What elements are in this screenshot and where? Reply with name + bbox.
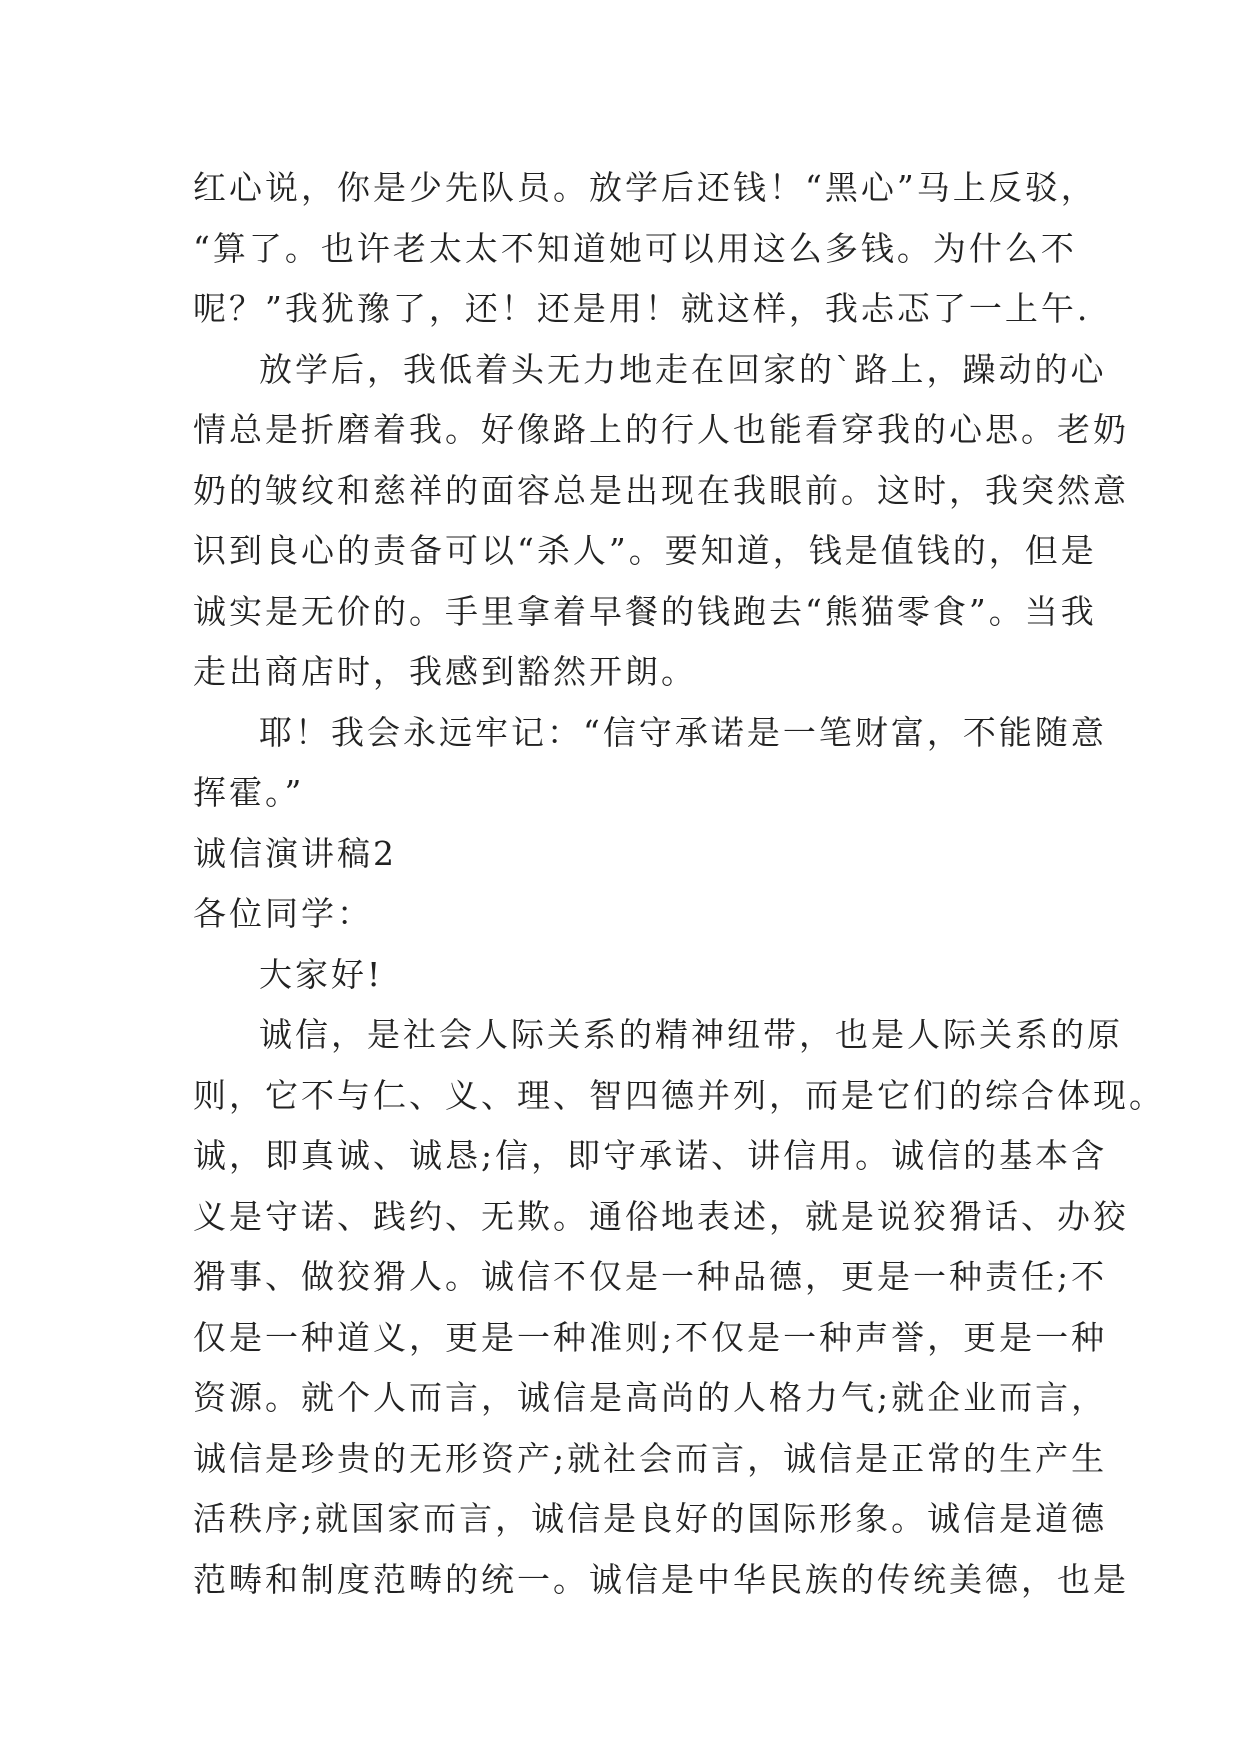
text-line: 诚实是无价的。手里拿着早餐的钱跑去“熊猫零食”。当我: [193, 591, 1097, 631]
text-line: 猾事、做狡猾人。诚信不仅是一种品德，更是一种责任;不: [193, 1257, 1108, 1296]
document-body: [193, 158, 1165, 1610]
text-line: 呢？”我犹豫了，还！还是用！就这样，我忐忑了一上午.: [193, 289, 1091, 328]
text-line: 识到良心的责备可以“杀人”。要知道，钱是值钱的，但是: [193, 531, 1097, 570]
text-line: 义是守诺、践约、无欺。通俗地表述，就是说狡猾话、办狡: [193, 1196, 1129, 1236]
text-line: 大家好!: [259, 954, 384, 994]
text-line: 仅是一种道义，更是一种准则;不仅是一种声誉，更是一种: [193, 1317, 1108, 1357]
text-line: 诚信，是社会人际关系的精神纽带，也是人际关系的原: [259, 1015, 1123, 1054]
text-line: 活秩序;就国家而言，诚信是良好的国际形象。诚信是道德: [193, 1499, 1108, 1538]
text-line: 走出商店时，我感到豁然开朗。: [193, 652, 697, 691]
text-line: 奶的皱纹和慈祥的面容总是出现在我眼前。这时，我突然意: [193, 470, 1129, 510]
text-line: 则，它不与仁、义、理、智四德并列，而是它们的综合体现。: [193, 1075, 1165, 1115]
text-line: 各位同学：: [193, 894, 373, 933]
text-line: 情总是折磨着我。好像路上的行人也能看穿我的心思。老奶: [193, 410, 1129, 449]
text-line: 诚信演讲稿2: [193, 833, 397, 873]
text-line: 范畴和制度范畴的统一。诚信是中华民族的传统美德，也是: [193, 1559, 1129, 1599]
text-line: 挥霍。”: [193, 773, 305, 812]
text-line: 资源。就个人而言，诚信是高尚的人格力气;就企业而言，: [193, 1378, 1108, 1417]
text-line: 红心说，你是少先队员。放学后还钱！“黑心”马上反驳，: [193, 168, 1097, 207]
text-line: 诚信是珍贵的无形资产;就社会而言，诚信是正常的生产生: [193, 1438, 1108, 1478]
text-line: 诚，即真诚、诚恳;信，即守承诺、讲信用。诚信的基本含: [193, 1136, 1108, 1175]
text-line: “算了。也许老太太不知道她可以用这么多钱。为什么不: [193, 228, 1077, 268]
text-line: 耶！我会永远牢记：“信守承诺是一笔财富，不能随意: [259, 712, 1107, 752]
text-line: 放学后，我低着头无力地走在回家的`路上，躁动的心: [259, 349, 1107, 389]
